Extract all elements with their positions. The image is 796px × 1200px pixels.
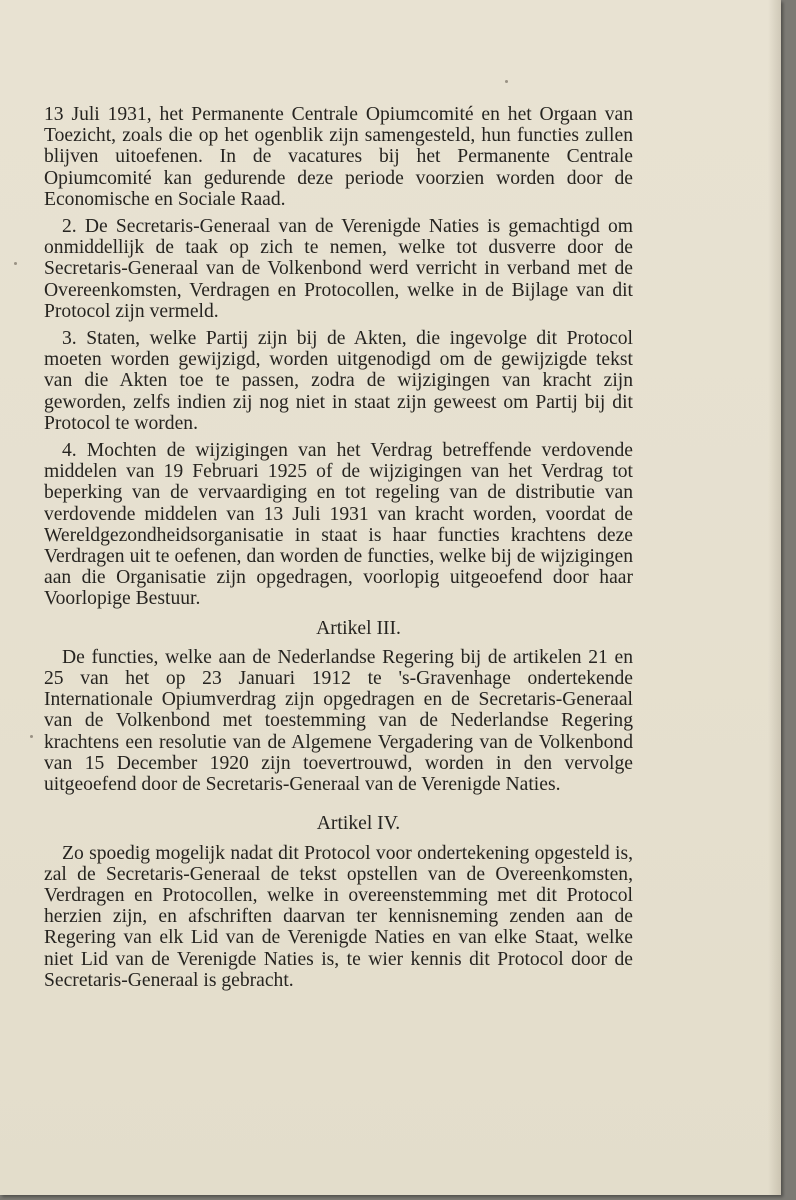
article-3-text: De functies, welke aan de Nederlandse Regering bij de artikelen 21 en 25 van het op 23 Januari 1912 te 's-Gravenhage ondertekende Internationale Opiumverdrag zijn opgedragen en de Secretaris-Generaal van de Volkenbond met toestemming van de Nederlandse Regering krachtens een resolutie van de Algemene Vergadering van de Volkenbond van 15 December 1920 zijn toevertrouwd, worden in den vervolge uitgeoefend door de Secretaris-Generaal van de Verenigde Naties. <box>44 646 633 796</box>
article-3-heading: Artikel III. <box>316 617 401 639</box>
paragraph-3: 3. Staten, welke Partij zijn bij de Akten, die ingevolge dit Protocol moeten worden gewijzigd, worden uitgenodigd om de gewijzigde tekst van die Akten toe te passen, zodra de wijzigingen van kracht zijn geworden, zelfs indien zij nog niet in staat zijn geweest om Partij bij dit Protocol te worden. <box>44 328 633 434</box>
page-spine-shadow <box>768 0 781 1195</box>
paper-speck <box>14 262 17 265</box>
document-body <box>44 104 633 991</box>
article-4-text: Zo spoedig mogelijk nadat dit Protocol voor ondertekening opgesteld is, zal de Secretaris-Generaal de tekst opstellen van de Overeenkomsten, Verdragen en Protocollen, welke in overeenstemming met dit Protocol herzien zijn, en afschriften daarvan ter kennisneming zenden aan de Regering van elk Lid van de Verenigde Naties en van elke Staat, welke niet Lid van de Verenigde Naties is, te wier kennis dit Protocol door de Secretaris-Generaal is gebracht. <box>44 842 633 991</box>
article-4-heading: Artikel IV. <box>316 813 401 835</box>
paragraph-2: 2. De Secretaris-Generaal van de Verenigde Naties is gemachtigd om onmiddellijk de taak op zich te nemen, welke tot dusverre door de Secretaris-Generaal van de Volkenbond werd verricht in verband met de Overeenkomsten, Verdragen en Protocollen, welke in de Bijlage van dit Protocol zijn vermeld. <box>44 216 633 322</box>
paper-speck <box>30 735 33 738</box>
paper-speck <box>505 80 508 83</box>
paragraph-4: 4. Mochten de wijzigingen van het Verdrag betreffende verdovende middelen van 19 Februari 1925 of de wijzigingen van het Verdrag tot beperking van de vervaardiging en tot regeling van de distributie van verdovende middelen van 13 Juli 1931 van kracht worden, voordat de Wereldgezondheidsorganisatie in staat is haar functies krachtens deze Verdragen uit te oefenen, dan worden de functies, welke bij de wijzigingen aan die Organisatie zijn opgedragen, voorlopig uitgeoefend door haar Voorlopige Bestuur. <box>44 440 633 610</box>
paragraph-continuation: 13 Juli 1931, het Permanente Centrale Opiumcomité en het Orgaan van Toezicht, zoals die op het ogenblik zijn samengesteld, hun functies zullen blijven uitoefenen. In de vacatures bij het Permanente Centrale Opiumcomité kan gedurende deze periode voorzien worden door de Economische en Sociale Raad. <box>44 104 633 210</box>
